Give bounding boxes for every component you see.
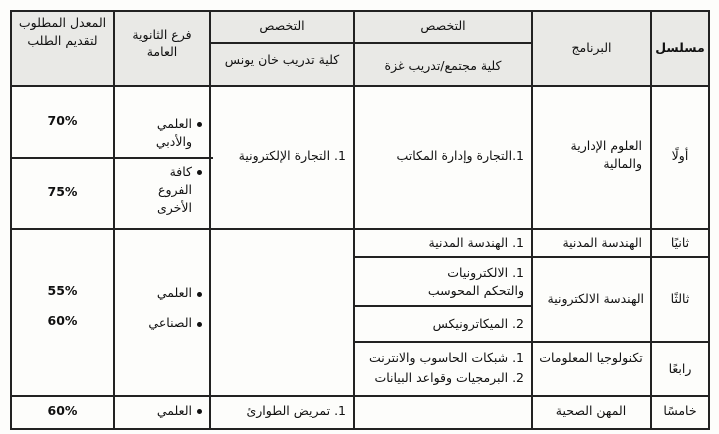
row4-gaza-specialization-1: 1. شبكات الحاسوب والانترنت	[369, 350, 524, 365]
shared-average-a: 55%	[47, 283, 78, 298]
row2-program: الهندسة المدنية	[562, 235, 642, 250]
grid-line	[708, 10, 710, 430]
header-khan-younis-college: كلية تدريب خان يونس	[224, 52, 340, 67]
row2-gaza-specialization: 1. الهندسة المدنية	[428, 235, 524, 250]
row3-serial: ثالثًا	[670, 291, 690, 306]
bullet-icon	[197, 292, 202, 297]
bullet-icon	[197, 122, 202, 127]
row1-gaza-specialization: 1.التجارة وإدارة المكاتب	[396, 148, 524, 163]
grid-line	[353, 341, 710, 343]
row5-serial: خامسًا	[663, 403, 697, 418]
grid-line	[10, 10, 710, 12]
row5-branch: العلمي	[156, 403, 192, 418]
row2-serial: ثانيًا	[670, 235, 690, 250]
row1-branch-b: كافة الفروع الأخرى	[156, 164, 192, 215]
bullet-icon	[197, 170, 202, 175]
row1-khan-younis-specialization: 1. التجارة الإلكترونية	[238, 148, 346, 163]
bullet-icon	[197, 322, 202, 327]
row1-average-b: 75%	[47, 184, 78, 199]
grid-line	[209, 10, 211, 430]
row4-gaza-specialization-2: 2. البرمجيات وقواعد البيانات	[374, 370, 524, 385]
row1-average-a: 70%	[47, 113, 78, 128]
bullet-icon	[197, 409, 202, 414]
grid-line	[531, 10, 533, 430]
row4-serial: رابعًا	[668, 361, 692, 376]
grid-line	[10, 428, 710, 430]
row5-program: المهن الصحية	[555, 403, 627, 418]
grid-line	[353, 256, 710, 258]
grid-line	[10, 395, 710, 397]
row5-average: 60%	[47, 403, 78, 418]
header-program: البرنامج	[571, 40, 612, 55]
shared-branch-a: العلمي	[156, 285, 192, 300]
row1-serial: أولًا	[671, 148, 689, 163]
header-branch: فرع الثانوية العامة	[132, 27, 192, 59]
header-specialization-gaza: التخصص	[420, 18, 466, 33]
header-average: المعدل المطلوب لتقديم الطلب	[18, 15, 107, 48]
row1-program: العلوم الإدارية والمالية	[570, 138, 642, 171]
row5-khan-younis-specialization: 1. تمريض الطوارئ	[246, 403, 346, 418]
header-gaza-college: كلية مجتمع/تدريب غزة	[384, 58, 502, 73]
grid-line	[10, 228, 710, 230]
grid-line	[353, 305, 531, 307]
row4-program: تكنولوجيا المعلومات	[539, 350, 643, 365]
shared-average-b: 60%	[47, 313, 78, 328]
grid-line	[209, 42, 531, 44]
grid-line	[10, 157, 213, 159]
grid-line	[10, 85, 710, 87]
row3-program: الهندسة الالكترونية	[547, 291, 644, 306]
shared-branch-b: الصناعي	[148, 315, 192, 330]
row3-gaza-specialization-1: 1. الالكترونيات والتحكم المحوسب	[427, 265, 524, 298]
header-serial: مسلسل	[655, 40, 705, 55]
row1-branch-a: العلمي والأدبي	[155, 116, 192, 149]
row3-gaza-specialization-2: 2. الميكاترونيكس	[432, 316, 524, 331]
grid-line	[113, 10, 115, 430]
header-specialization-khan-younis: التخصص	[259, 18, 305, 33]
grid-line	[10, 10, 12, 430]
